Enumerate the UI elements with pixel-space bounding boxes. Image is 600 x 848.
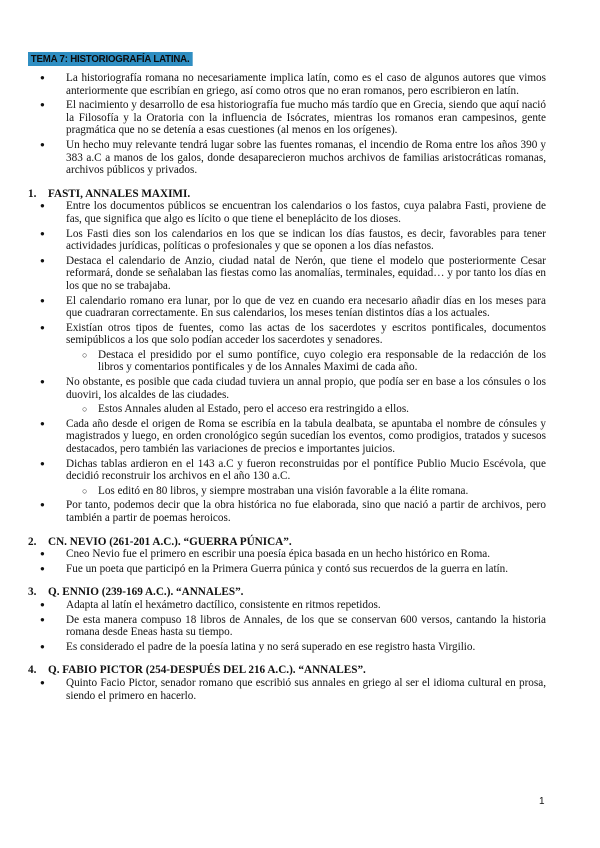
section-heading-2: 2. CN. NEVIO (261-201 A.C.). “GUERRA PÚNICA”.	[28, 535, 292, 548]
list-item: ● Adapta al latín el hexámetro dactílico, consistente en ritmos repetidos.	[28, 599, 546, 612]
list-item: ● Entre los documentos públicos se encuentran los calendarios o los fastos, cuya palabra Fasti, proviene de fas, que significa que algo es lícito o que tiene el beneplácito de los dioses.	[28, 200, 546, 225]
list-item: ● El calendario romano era lunar, por lo que de vez en cuando era necesario añadir días en los meses para que cuadraran correctamente. En sus calendarios, los meses tenían distintos días a los actuales.	[28, 295, 546, 320]
list-item: ● Existían otros tipos de fuentes, como las actas de los sacerdotes y escritos pontificales, documentos semipúblicos a los que solo podían acceder los sacerdotes y senadores.	[28, 322, 546, 347]
sub-list-item: ○ Estos Annales aluden al Estado, pero el acceso era restringido a ellos.	[28, 403, 546, 416]
section-3-list	[28, 599, 546, 653]
list-item: ● Fue un poeta que participó en la Primera Guerra púnica y contó sus recuerdos de la guerra en latín.	[28, 563, 546, 576]
list-item: ● La historiografía romana no necesariamente implica latín, como es el caso de algunos autores que vimos anteriormente que escribían en griego, así como otros que no eran romanos, pero escribieron en latín.	[28, 72, 546, 97]
sub-list-item: ○ Los editó en 80 libros, y siempre mostraban una visión favorable a la élite romana.	[28, 485, 546, 498]
section-heading-3: 3. Q. ENNIO (239-169 A.C.). “ANNALES”.	[28, 586, 244, 599]
list-item: ● Cada año desde el origen de Roma se escribía en la tabula dealbata, se apuntaba el nombre de cónsules y magistrados y luego, en orden cronológico según sucedían los eventos, como prodigios, tratados y sucesos destacados, pero también las variaciones de precios e importantes juicios.	[28, 418, 546, 456]
page-number: 1	[539, 796, 545, 807]
list-item: ● Por tanto, podemos decir que la obra histórica no fue elaborada, sino que nació a partir de archivos, pero también a partir de poemas heroicos.	[28, 499, 546, 524]
list-item: ● Un hecho muy relevante tendrá lugar sobre las fuentes romanas, el incendio de Roma entre los años 390 y 383 a.C a manos de los galos, donde desaparecieron muchos archivos de familias aristocráticas romanas, archivos públicos y privados.	[28, 139, 546, 177]
section-1-list	[28, 200, 546, 524]
section-heading-1: 1. FASTI, ANNALES MAXIMI.	[28, 187, 191, 200]
list-item: ● Destaca el calendario de Anzio, ciudad natal de Nerón, que tiene el modelo que posteriormente Cesar reformará, donde se señalaban las fiestas como las anomalías, terminales, equidad… y por tanto los días en los que no se trabajaba.	[28, 255, 546, 293]
list-item: ● Los Fasti dies son los calendarios en los que se indican los días faustos, es decir, favorables para tener actividades jurídicas, políticas o profesionales y que se oponen a los días nefastos.	[28, 228, 546, 253]
section-2-list	[28, 548, 546, 575]
section-4-list	[28, 677, 546, 702]
page-title: TEMA 7: HISTORIOGRAFÍA LATINA.	[28, 52, 192, 66]
sub-list-item: ○ Destaca el presidido por el sumo pontífice, cuyo colegio era responsable de la redacción de los libros y comentarios pontificales y de los Annales Maximi de cada año.	[28, 349, 546, 374]
list-item: ● De esta manera compuso 18 libros de Annales, de los que se conservan 600 versos, cantando la historia romana desde Eneas hasta su tiempo.	[28, 614, 546, 639]
list-item: ● Quinto Facio Pictor, senador romano que escribió sus annales en griego al ser el idioma cultural en prosa, siendo el primero en hacerlo.	[28, 677, 546, 702]
list-item: ● Es considerado el padre de la poesía latina y no será superado en ese registro hasta Virgilio.	[28, 641, 546, 654]
list-item: ● Cneo Nevio fue el primero en escribir una poesía épica basada en un hecho histórico en Roma.	[28, 548, 546, 561]
list-item: ● No obstante, es posible que cada ciudad tuviera un annal propio, que podía ser en base a los cónsules o los duoviri, los alcaldes de las ciudades.	[28, 376, 546, 401]
list-item: ● Dichas tablas ardieron en el 143 a.C y fueron reconstruidas por el pontífice Publio Mucio Escévola, que decidió reconstruir los archivos en el año 130 a.C.	[28, 458, 546, 483]
list-item: ● El nacimiento y desarrollo de esa historiografía fue mucho más tardío que en Grecia, siendo que aquí nació la Filosofía y la Oratoria con la influencia de Isócrates, mientras los romanos eran campesinos, gente pragmática que no se detenía a esas cuestiones (al menos en los orígenes).	[28, 99, 546, 137]
section-heading-4: 4. Q. FABIO PICTOR (254-DESPUÉS DEL 216 A.C.). “ANNALES”.	[28, 664, 366, 677]
intro-list	[28, 72, 546, 177]
document-body	[28, 72, 546, 704]
